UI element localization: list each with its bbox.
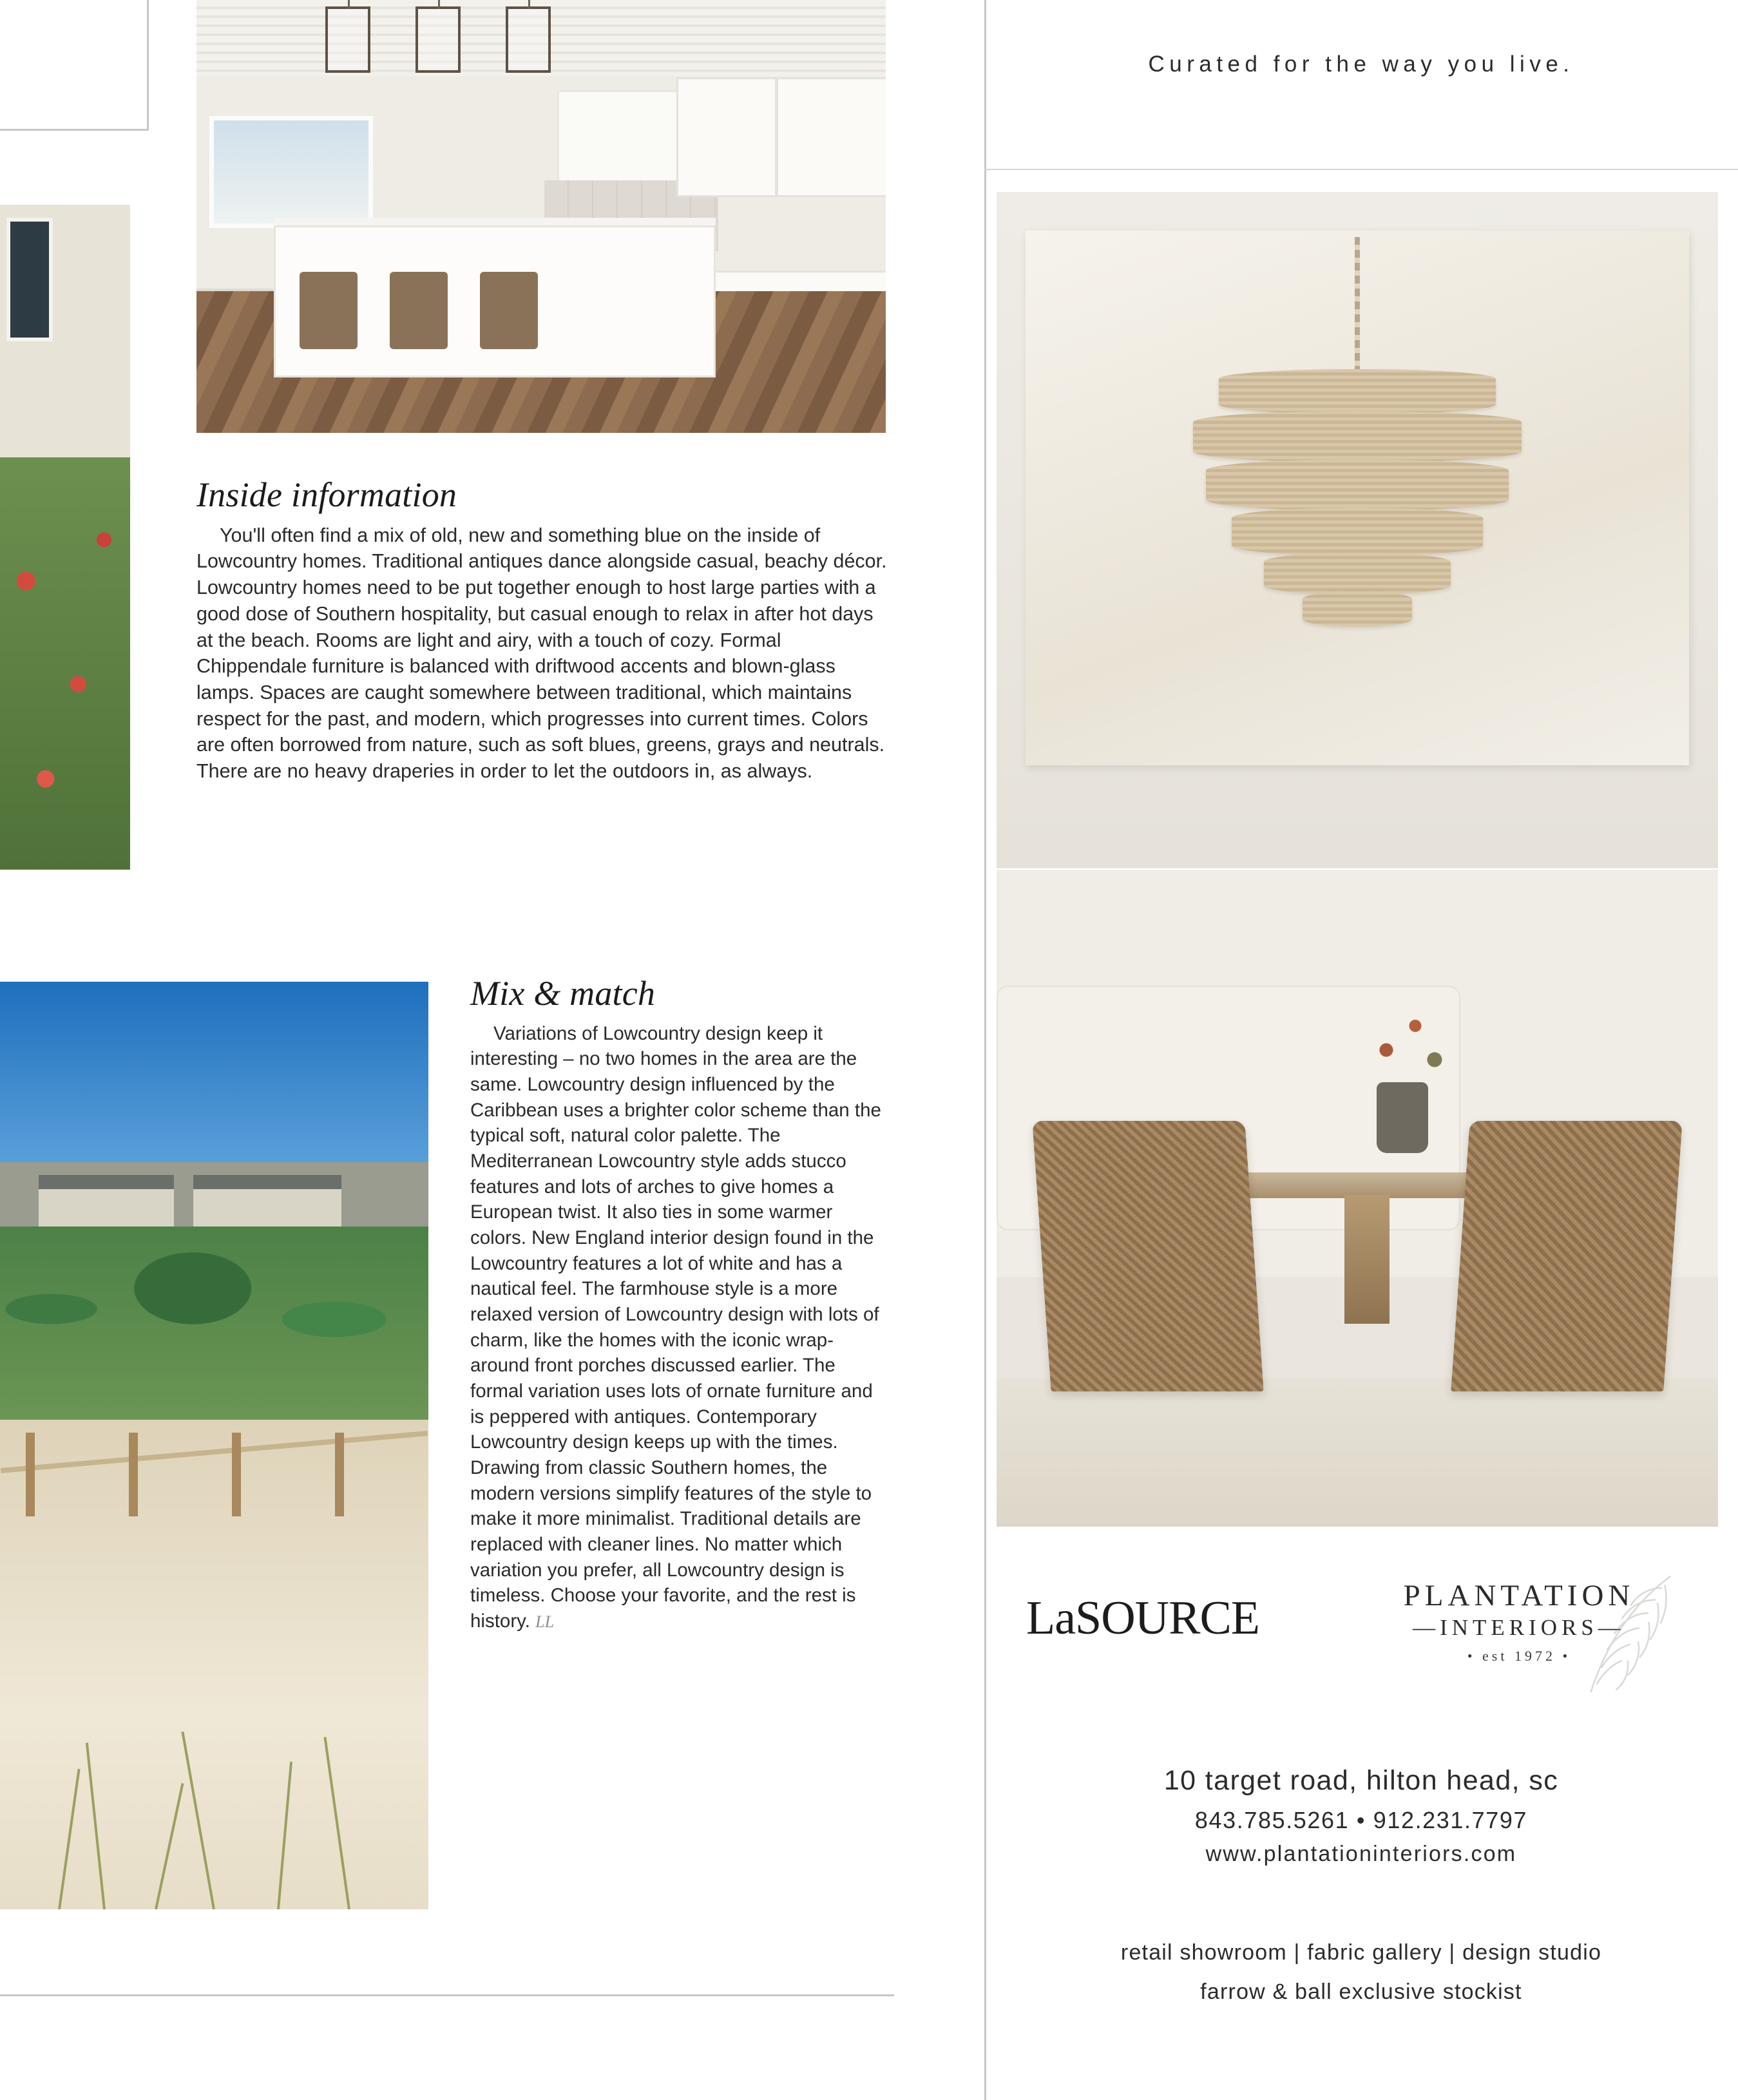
garden-window: [6, 218, 53, 341]
kitchen-window: [209, 116, 373, 228]
footer-rule: [0, 1994, 894, 1996]
chandelier-chain: [1355, 237, 1360, 379]
inside-information-section: [196, 477, 891, 785]
mix-and-match-section: [470, 975, 890, 1634]
chandelier-tier: [1219, 369, 1496, 414]
dining-rug: [997, 1379, 1718, 1527]
dining-table-base: [1344, 1195, 1389, 1324]
kitchen-stool: [300, 272, 358, 349]
garden-foliage: [0, 457, 130, 870]
section-body-text: Variations of Lowcountry design keep it interesting – no two homes in the area are the same. Lowcountry design influenced by the Caribbean uses a brighter color scheme than the typical soft, natural color palette. The Mediterranean Lowcountry style adds stucco features and lots of arches to give homes a European twist. It also ties in some warmer colors. New England interior design found in the Lowcountry features a lot of white and has a nautical feel. The farmhouse style is a more relaxed version of Lowcountry design with lots of charm, like the homes with the iconic wrap-around front porches discussed earlier. The formal variation uses lots of ornate furniture and is peppered with antiques. Contemporary Lowcountry design keeps up with the times. Drawing from classic Southern homes, the modern versions simplify features of the style to make it more minimalist. Traditional details are replaced with cleaner lines. No matter which variation you prefer, all Lowcountry design is timeless. Choose your favorite, and the rest is history.: [470, 1022, 881, 1632]
dunes-fence-post: [129, 1433, 138, 1516]
dunes-fence-rail: [1, 1431, 428, 1473]
chandelier-tier: [1303, 591, 1412, 627]
dunes-photo: [0, 982, 428, 1909]
kitchen-upper-cabinet-right: [776, 77, 886, 197]
ad-logo-row: [984, 1572, 1738, 1701]
chandelier-tier: [1206, 459, 1509, 511]
section-headline: Inside information: [196, 475, 457, 514]
end-mark: LL: [535, 1612, 555, 1632]
kitchen-stool: [480, 272, 538, 349]
ad-phone-numbers[interactable]: 843.785.5261 • 912.231.7797: [1194, 1807, 1528, 1833]
plantation-interiors-logo: [1351, 1578, 1686, 1665]
ad-website-link[interactable]: www.plantationinteriors.com: [1205, 1842, 1517, 1866]
garden-house-facade: [0, 205, 130, 482]
dunes-fence: [0, 1433, 428, 1529]
dining-chair: [1032, 1121, 1263, 1391]
ad-address: 10 target road, hilton head, sc: [1163, 1765, 1559, 1796]
kitchen-stool: [390, 272, 448, 349]
ad-top-rule: [984, 169, 1738, 170]
ad-contact-block: [984, 1765, 1738, 1867]
kitchen-photo: [196, 0, 886, 433]
corner-rule-horizontal: [0, 129, 148, 131]
section-body: [470, 1021, 890, 1634]
dining-photo: [997, 870, 1718, 1527]
dunes-treeline: [0, 1227, 428, 1433]
pendant-light-icon: [325, 6, 370, 73]
section-headline: Mix & match: [470, 974, 656, 1013]
plantation-established: • est 1972 •: [1467, 1647, 1571, 1664]
dunes-fence-post: [232, 1433, 241, 1516]
corner-rule-vertical: [147, 0, 149, 130]
pendant-light-icon: [415, 6, 461, 73]
plantation-name: PLANTATION: [1403, 1579, 1635, 1612]
dining-floral-arrangement: [1357, 992, 1454, 1089]
palm-frond-icon: [1545, 1563, 1693, 1711]
chandelier-photo: [997, 192, 1718, 868]
dining-chair: [1451, 1121, 1682, 1391]
garden-photo: [0, 205, 130, 870]
dunes-fence-post: [26, 1433, 35, 1516]
dining-table: [1241, 1172, 1499, 1198]
dunes-fence-post: [335, 1433, 344, 1516]
chandelier-tier: [1193, 411, 1522, 463]
ad-tagline: Curated for the way you live.: [1148, 52, 1574, 77]
ad-services-block: [984, 1940, 1738, 2005]
ad-services-line-1: retail showroom | fabric gallery | design studio: [1120, 1940, 1602, 1965]
plantation-subtitle: —INTERIORS—: [1413, 1615, 1625, 1641]
section-body: You'll often find a mix of old, new and something blue on the inside of Lowcountry homes. Traditional antiques dance alongside casual, beachy décor. Lowcountry homes need to be put together enough to host large parties with a good dose of Southern hospitality, but casual enough to relax in after hot days at the beach. Rooms are light and airy, with a touch of cozy. Formal Chippendale furniture is balanced with driftwood accents and blown-glass lamps. Spaces are caught somewhere between traditional, which maintains respect for the past, and modern, which progresses into current times. Colors are often borrowed from nature, such as soft blues, greens, grays and neutrals. There are no heavy draperies in order to let the outdoors in, as always.: [196, 524, 887, 783]
ad-services-line-2: farrow & ball exclusive stockist: [1200, 1980, 1522, 2004]
lasource-logo: LaSOURCE: [1026, 1592, 1259, 1645]
chandelier-tier: [1264, 553, 1451, 595]
dining-vase: [1377, 1082, 1428, 1153]
pendant-light-icon: [506, 6, 551, 73]
kitchen-upper-cabinet-left: [676, 77, 777, 197]
chandelier-tier: [1232, 508, 1483, 556]
